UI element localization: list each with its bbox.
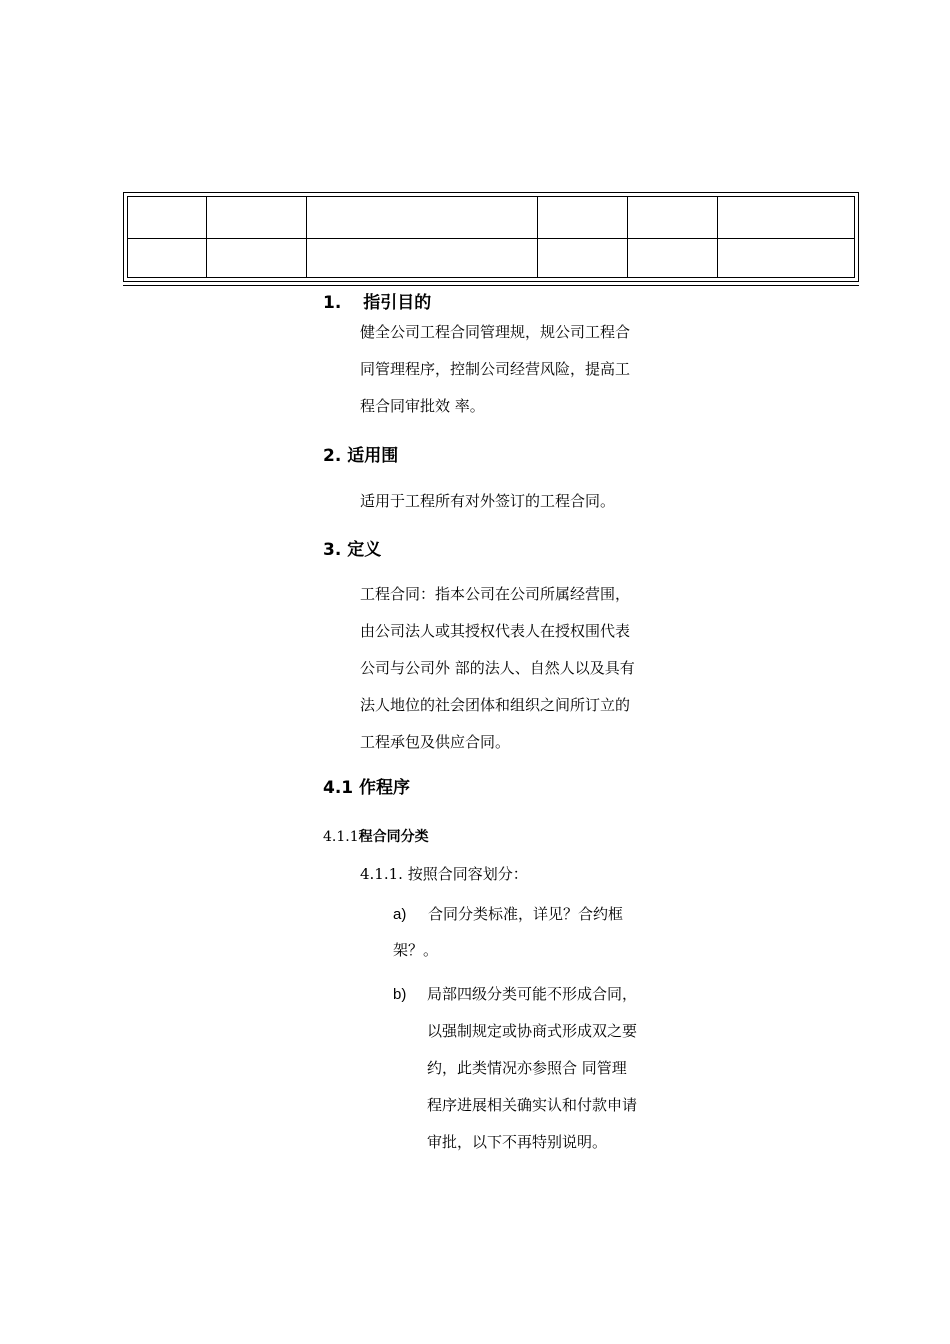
section-1-number: 1.: [323, 293, 342, 313]
table-col-divider: [537, 197, 538, 277]
header-table-inner: [127, 196, 855, 278]
subsection-4-1-1-heading: [323, 826, 429, 846]
section-1-heading: [323, 288, 431, 313]
paragraph-line: 同管理程序，控制公司经营风险，提高工: [360, 360, 631, 378]
table-col-divider: [627, 197, 628, 277]
subsection-number: 4.1.1: [323, 829, 359, 845]
list-item-line: 审批，以下不再特别说明。: [427, 1133, 608, 1151]
list-marker-b: b): [393, 986, 407, 1003]
paragraph-line: 适用于工程所有对外签订的工程合同。: [360, 492, 616, 510]
section-1-title: 指引目的: [363, 293, 432, 313]
paragraph-line: 健全公司工程合同管理规，规公司工程合: [360, 323, 631, 341]
paragraph-line: 公司与公司外 部的法人、自然人以及具有: [360, 659, 635, 677]
section-3-body: [360, 576, 635, 761]
paragraph-line: 程合同审批效 率。: [360, 397, 485, 415]
paragraph-line: 法人地位的社会团体和组织之间所订立的: [360, 696, 631, 714]
section-2-heading: 2. 适用围: [323, 446, 399, 466]
list-item-a-cont: [393, 932, 438, 969]
list-item-line: 架？。: [393, 941, 439, 959]
section-3-heading: 3. 定义: [323, 540, 382, 560]
subsection-title: 程合同分类: [358, 829, 429, 845]
section-4-1-heading: 4.1 作程序: [323, 778, 411, 798]
paragraph-line: 由公司法人或其授权代表人在授权围代表: [360, 622, 631, 640]
list-item-line: 约，此类情况亦参照合 同管理: [427, 1059, 627, 1077]
list-item-line: 程序进展相关确实认和付款申请: [427, 1096, 638, 1114]
list-item-line: 以强制规定或协商式形成双之要: [427, 1022, 638, 1040]
list-item-line: 局部四级分类可能不形成合同，: [427, 985, 638, 1003]
table-col-divider: [717, 197, 718, 277]
list-marker-a: a): [393, 906, 407, 923]
table-col-divider: [306, 197, 307, 277]
list-item-b: [427, 976, 637, 1161]
list-item-line: 合同分类标准，详见？合约框: [428, 905, 624, 923]
section-1-body: [360, 314, 630, 425]
list-item-a: [428, 896, 623, 932]
paragraph-line: 工程承包及供应合同。: [360, 733, 511, 751]
table-bottom-rule: [123, 285, 859, 286]
table-row-divider: [128, 238, 854, 239]
section-2-body: [360, 483, 615, 520]
table-col-divider: [206, 197, 207, 277]
header-table: [123, 192, 859, 282]
paragraph-line: 工程合同：指本公司在公司所属经营围，: [360, 585, 631, 603]
item-4-1-1-1: 4.1.1. 按照合同容划分：: [360, 865, 528, 883]
